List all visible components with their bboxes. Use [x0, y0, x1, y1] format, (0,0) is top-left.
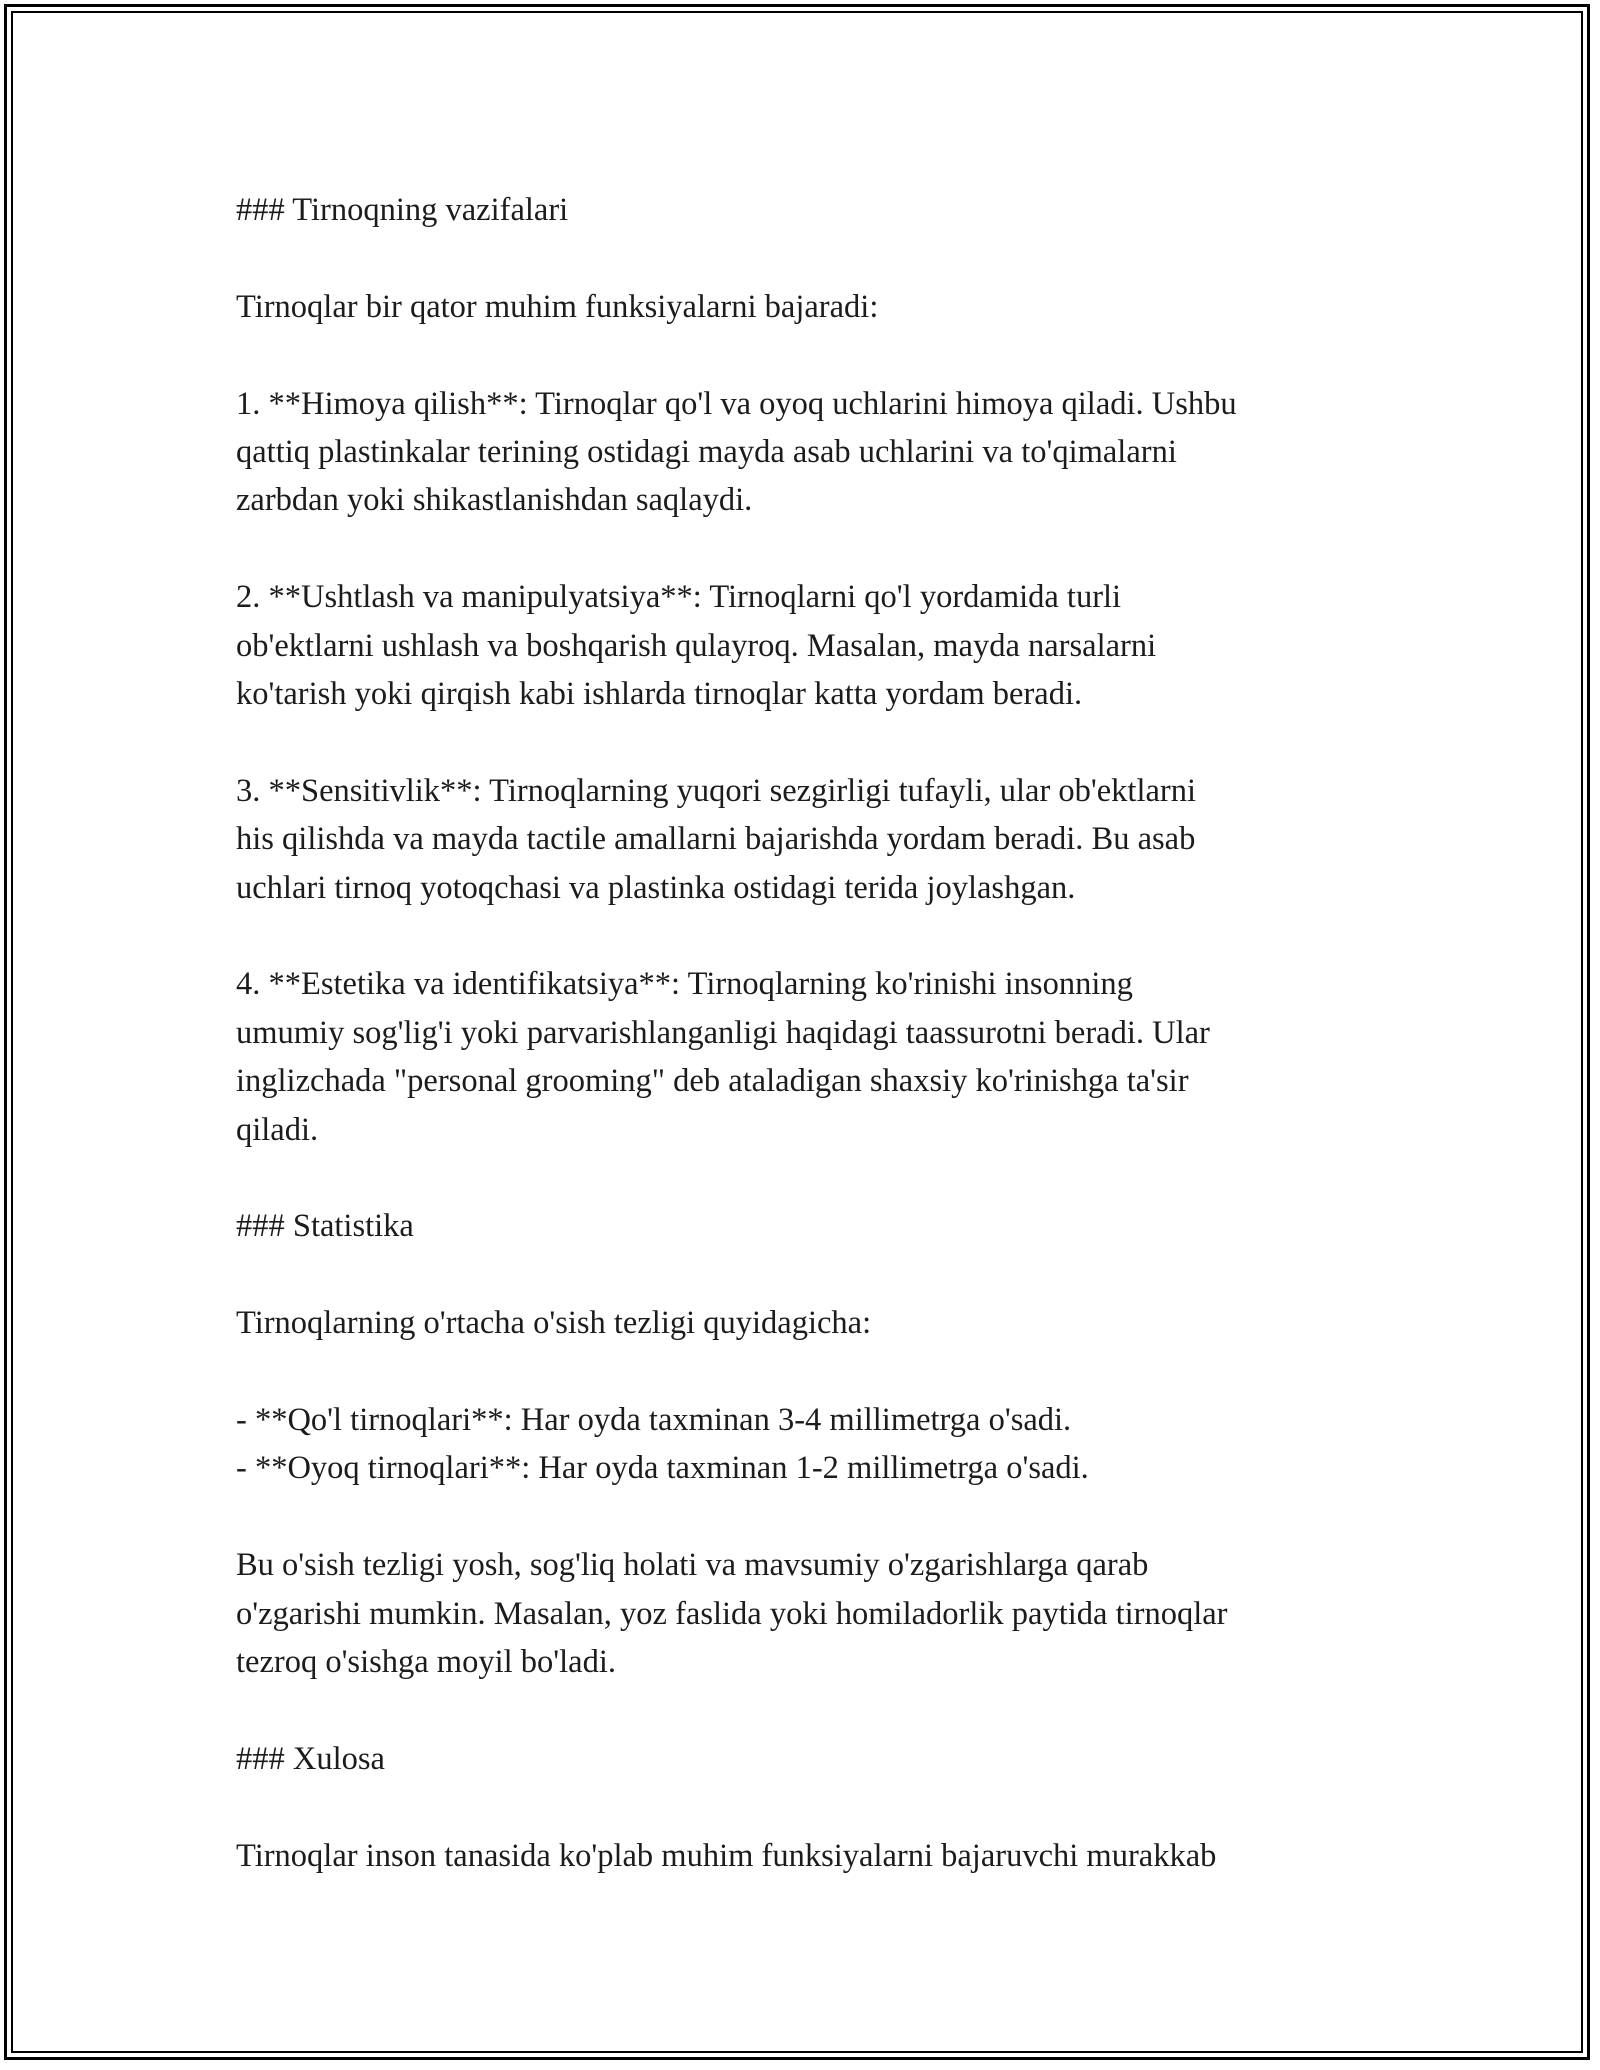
list-item-grasping: 2. **Ushtlash va manipulyatsiya**: Tirnoqlarni qo'l yordamida turli ob'ektlarni ushlash va boshqarish qulayroq. Masalan, mayda narsalarni ko'tarish yoki qirqish kabi ishlarda tirnoqlar katta yordam beradi.	[236, 579, 1157, 713]
list-item-aesthetics: 4. **Estetika va identifikatsiya**: Tirnoqlarning ko'rinishi insonning umumiy sog'lig'i yoki parvarishlanganligi haqidagi taassurotni beradi. Ular inglizchada "personal grooming" deb ataladigan shaxsiy ko'rinishga ta'sir qiladi.	[236, 966, 1210, 1148]
statistics-intro: Tirnoqlarning o'rtacha o'sish tezligi quyidagicha:	[236, 1305, 872, 1342]
section-heading-functions: ### Tirnoqning vazifalari	[236, 192, 569, 228]
section-heading-statistics: ### Statistika	[236, 1208, 414, 1245]
bullet-toe-nails: - **Oyoq tirnoqlari**: Har oyda taxminan 1-2 millimetrga o'sadi.	[236, 1450, 1089, 1487]
list-item-protection: 1. **Himoya qilish**: Tirnoqlar qo'l va oyoq uchlarini himoya qiladi. Ushbu qattiq plastinkalar terining ostidagi mayda asab uchlarini va to'qimalarni zarbdan yoki shikastlanishdan saqlaydi.	[236, 385, 1237, 519]
list-item-sensitivity: 3. **Sensitivlik**: Tirnoqlarning yuqori sezgirligi tufayli, ular ob'ektlarni his qilishda va mayda tactile amallarni bajarishda yordam beradi. Bu asab uchlari tirnoq yotoqchasi va plastinka ostidagi terida joylashgan.	[236, 772, 1197, 906]
document-body	[236, 186, 1376, 1928]
conclusion-paragraph: Tirnoqlar inson tanasida ko'plab muhim funksiyalarni bajaruvchi murakkab	[236, 1837, 1217, 1874]
bullet-hand-nails: - **Qo'l tirnoqlari**: Har oyda taxminan 3-4 millimetrga o'sadi.	[236, 1402, 1072, 1439]
growth-paragraph: Bu o'sish tezligi yosh, sog'liq holati va mavsumiy o'zgarishlarga qarab o'zgarishi mumkin. Masalan, yoz faslida yoki homiladorlik paytida tirnoqlar tezroq o'sishga moyil bo'ladi.	[236, 1547, 1228, 1681]
section-heading-conclusion: ### Xulosa	[236, 1740, 385, 1777]
intro-paragraph: Tirnoqlar bir qator muhim funksiyalarni bajaradi:	[236, 288, 879, 325]
